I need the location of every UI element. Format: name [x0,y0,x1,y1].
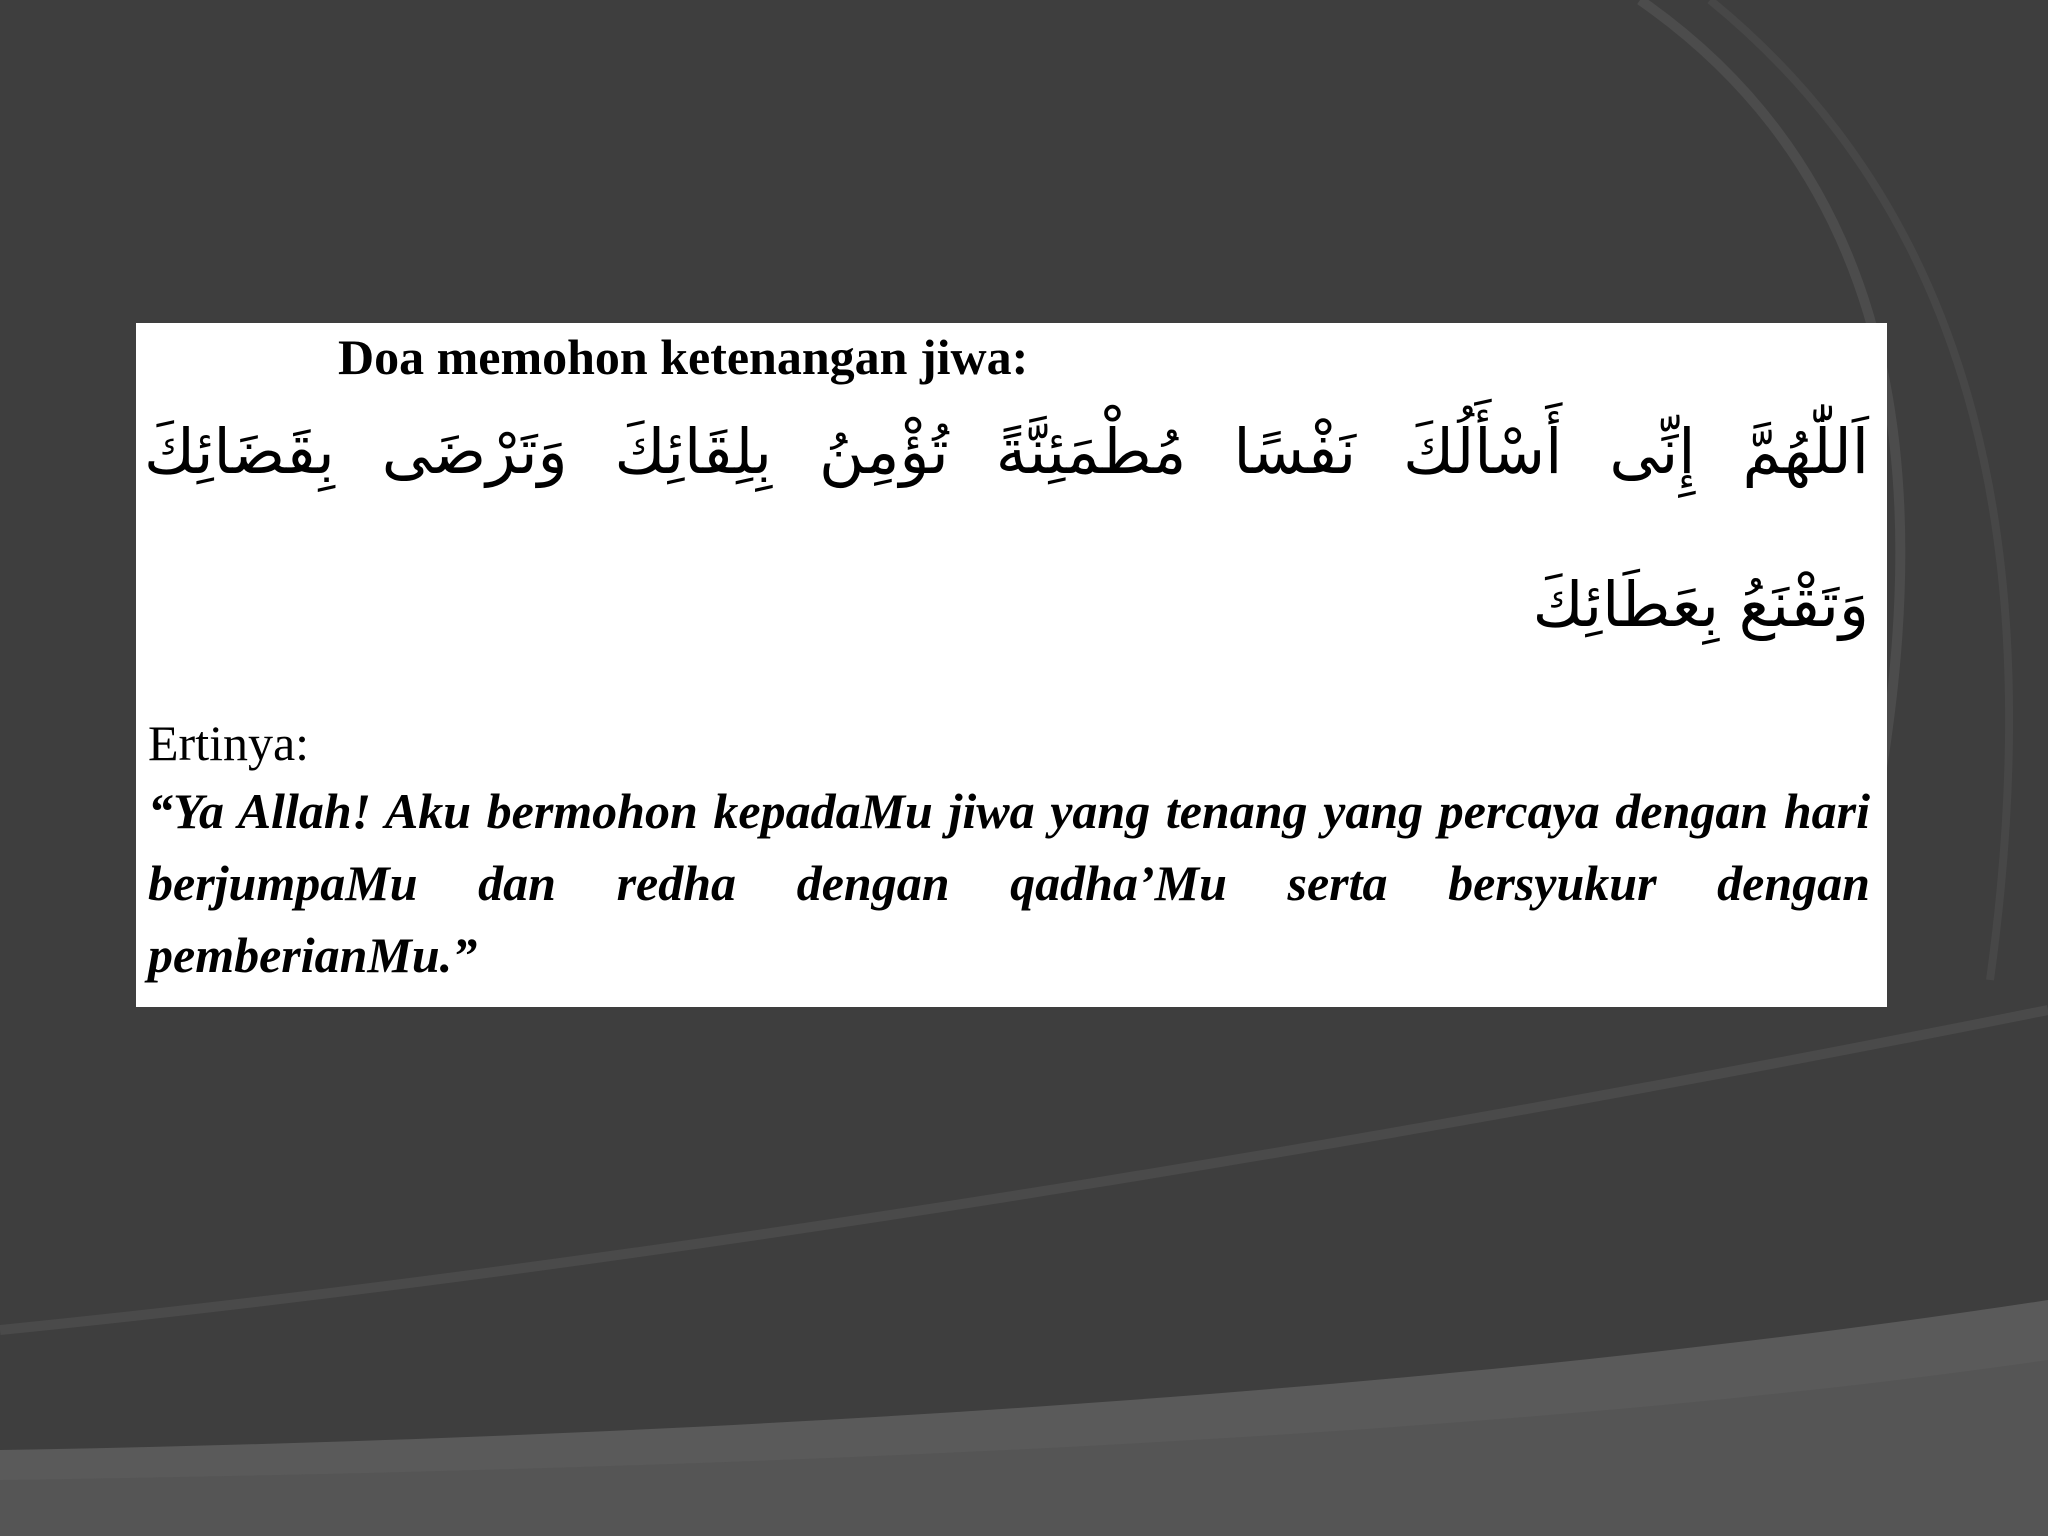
bg-arc-lower [0,1010,2048,1330]
doa-card [136,323,1887,1007]
doa-title: Doa memohon ketenangan jiwa: [338,329,1029,385]
translation-label: Ertinya: [148,715,310,771]
arabic-text-line-2: وَتَقْنَعُ بِعَطَائِكَ [1532,568,1869,641]
arabic-text-line-1: اَللّٰهُمَّ إِنِّى أَسْأَلُكَ نَفْسًا مُطْمَئِنَّةً تُؤْمِنُ بِلِقَائِكَ وَتَرْضَى بِقَضَائِكَ [144,415,1869,488]
translation-text: “Ya Allah! Aku bermohon kepadaMu jiwa yang tenang yang percaya dengan hari berjumpaMu dan redha dengan qadha’Mu serta bersyukur dengan pemberianMu.” [148,783,1870,983]
